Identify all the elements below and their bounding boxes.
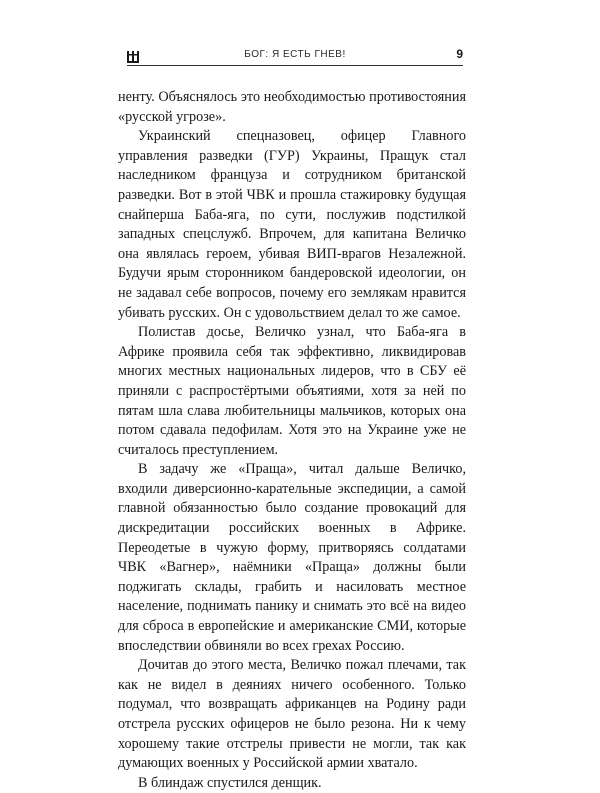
book-title: БОГ: Я ЕСТЬ ГНЕВ! — [244, 49, 346, 60]
paragraph: В задачу же «Праща», читал дальше Величко, входили диверсионно-карательные экспедиции, а самой главной обязанностью было создание провокаций для дискредитации российских военных в Африке. Переодетые в чужую форму, притворяясь солдатами ЧВК «Вагнер», наёмники «Праща» должны были поджигать склады, грабить и насиловать местное население, поднимать панику и снимать это всё на видео для сброса в европейские и американские СМИ, которые впоследствии обвиняли во всех грехах Россию. — [118, 461, 466, 654]
paragraph: Дочитав до этого места, Величко пожал плечами, так как не видел в деяниях ничего особенного. Только подумал, что возвращать африканцев на Родину ради отстрела русских офицеров не было резона. Ни к чему хорошему такие отстрелы привести не могли, так как думающих военных у Российской армии хватало. — [118, 657, 466, 772]
body-text — [118, 88, 466, 793]
page-number: 9 — [456, 47, 463, 61]
paragraph: Полистав досье, Величко узнал, что Баба-яга в Африке проявила себя так эффективно, ликвидировав многих местных национальных лидеров, что в СБУ её приняли с распростёртыми объятиями, хотя за ней по пятам шла слава любительницы мальчиков, которых она потом сдавала педофилам. Хотя это на Украине уже не считалось преступлением. — [118, 324, 466, 458]
paragraph: Украинский спецназовец, офицер Главного управления разведки (ГУР) Украины, Пращук стал наследником француза и сотрудником британской разведки. Вот в этой ЧВК и прошла стажировку будущая снайперша Баба-яга, по сути, послужив подстилкой западных спецслужб. Впрочем, для капитана Величко она являлась героем, убивая ВИП-врагов Незалежной. Будучи ярым сторонником бандеровской идеологии, он не задавал себе вопросов, почему его землякам нравится убивать русских. Он с удовольствием делал то же самое. — [118, 128, 466, 321]
running-header — [127, 48, 463, 70]
paragraph: В блиндаж спустился денщик. — [138, 774, 322, 791]
paragraph-continuation: ненту. Объяснялось это необходимостью противостояния «русской угрозе». — [118, 89, 466, 125]
header-divider — [127, 65, 463, 66]
